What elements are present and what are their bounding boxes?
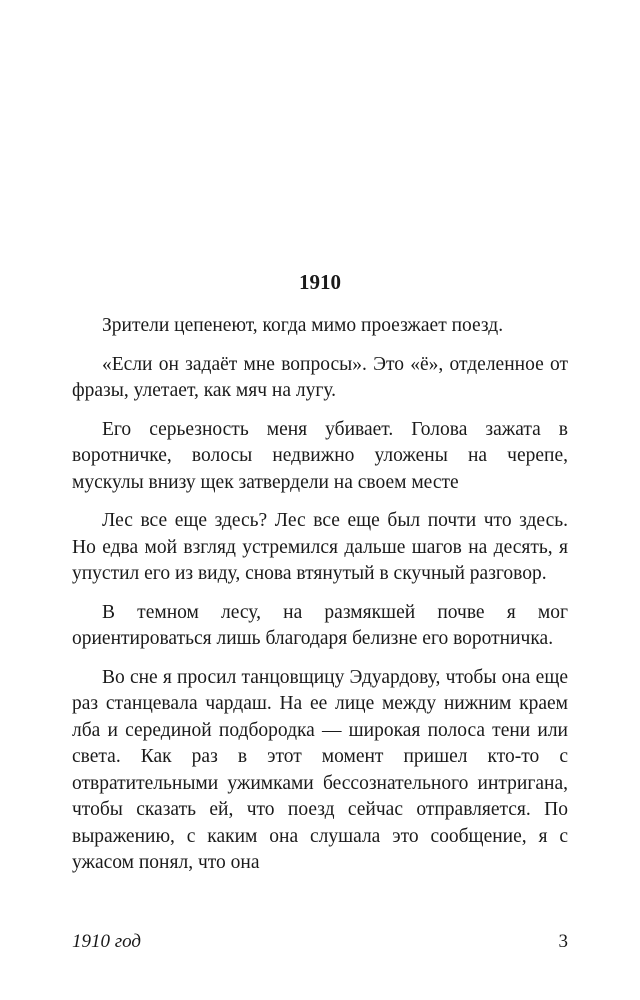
running-title: 1910 год xyxy=(72,931,142,952)
chapter-title: 1910 xyxy=(299,270,341,294)
page-footer xyxy=(72,928,568,956)
paragraph: «Если он задаёт мне вопросы». Это «ё», отделенное от фразы, улетает, как мяч на лугу. xyxy=(72,353,568,401)
paragraph: Его серьезность меня убивает. Голова зажата в воротничке, волосы недвижно уложены на черепе, мускулы внизу щек затвердели на своем месте xyxy=(72,418,568,493)
paragraph: Во сне я просил танцовщицу Эдуардову, чтобы она еще раз станцевала чардаш. На ее лице между нижним краем лба и серединой подбородка — широкая полоса тени или света. Как раз в этот момент пришел кто-то с отвратительными ужимками бессознательного интригана, чтобы сказать ей, что поезд сейчас отправляется. По выражению, с каким она слушала это сообщение, я с ужасом понял, что она xyxy=(72,666,568,873)
body-text xyxy=(72,313,568,889)
paragraph: Лес все еще здесь? Лес все еще был почти что здесь. Но едва мой взгляд устремился дальше шагов на десять, я упустил его из виду, снова втянутый в скучный разговор. xyxy=(72,510,568,584)
paragraph: Зрители цепенеют, когда мимо проезжает поезд. xyxy=(102,315,504,336)
page-number: 3 xyxy=(558,931,568,952)
paragraph: В темном лесу, на размякшей почве я мог ориентироваться лишь благодаря белизне его воротничка. xyxy=(72,601,568,649)
